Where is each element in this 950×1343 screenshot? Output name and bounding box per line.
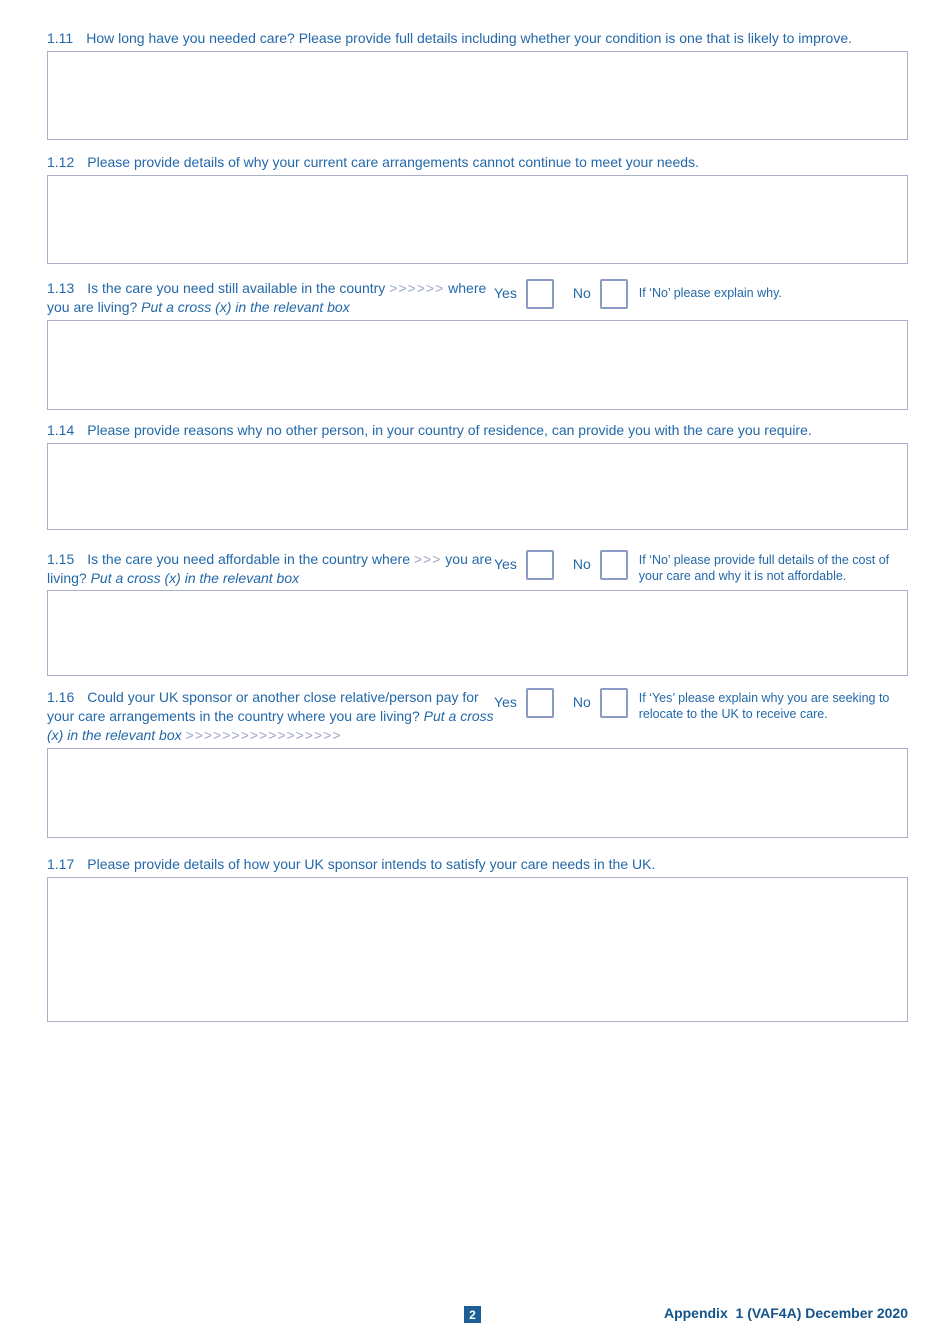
yes-label: Yes (494, 285, 517, 301)
chevrons-decoration: >>>>>>>>>>>>>>>>> (185, 727, 342, 743)
question-note: If ‘No’ please explain why. (638, 286, 782, 300)
question-instruction: Put a cross (x) in the relevant box (47, 708, 494, 743)
question-number: 1.15 (47, 551, 75, 567)
question-text: How long have you needed care? Please provide full details including whether your condition is one that is likely to improve. (86, 30, 852, 46)
yes-no-group-1-13 (494, 279, 908, 309)
answer-box-1-12[interactable] (47, 175, 908, 264)
chevrons-decoration: >>> (413, 551, 442, 567)
question-text: Please provide reasons why no other person, in your country of residence, can provide you with the care you require. (87, 422, 812, 438)
question-1-16-label-wrap (47, 688, 494, 745)
no-checkbox-1-16[interactable] (600, 688, 628, 718)
no-label: No (572, 285, 591, 301)
question-text: Please provide details of how your UK sponsor intends to satisfy your care needs in the UK. (87, 856, 656, 872)
yes-checkbox-1-16[interactable] (526, 688, 554, 718)
yes-no-group-1-15 (494, 550, 908, 584)
question-text: Is the care you need still available in the country (87, 280, 386, 296)
question-note: If ‘No’ please provide full details of the cost of your care and why it is not affordable. (638, 553, 890, 583)
question-instruction: Put a cross (x) in the relevant box (141, 299, 350, 315)
question-number: 1.16 (47, 689, 75, 705)
question-note: If ‘Yes’ please explain why you are seeking to relocate to the UK to receive care. (638, 691, 890, 721)
question-1-14-label (47, 421, 908, 440)
question-text: Is the care you need affordable in the country where (87, 551, 410, 567)
question-1-13-label-wrap (47, 279, 494, 317)
question-1-13-row (47, 279, 908, 317)
question-1-11-label (47, 29, 908, 48)
yes-label: Yes (494, 556, 517, 572)
question-text: Could your UK sponsor or another close relative/person pay for your care arrangements in the country where you are living? (47, 689, 479, 724)
no-checkbox-1-15[interactable] (600, 550, 628, 580)
question-number: 1.11 (47, 30, 74, 46)
footer-edition-text: Appendix 1 (VAF4A) December 2020 (663, 1305, 908, 1321)
no-label: No (572, 694, 591, 710)
answer-box-1-17[interactable] (47, 877, 908, 1022)
answer-box-1-16[interactable] (47, 748, 908, 838)
yes-checkbox-1-13[interactable] (526, 279, 554, 309)
question-1-16-row (47, 688, 908, 745)
question-1-15-row (47, 550, 908, 588)
question-text: you are living? (47, 551, 492, 586)
question-1-15-label-wrap (47, 550, 494, 588)
question-1-13-label (47, 279, 494, 317)
question-instruction: Put a cross (x) in the relevant box (90, 570, 300, 586)
answer-box-1-13[interactable] (47, 320, 908, 410)
question-1-17-label (47, 855, 908, 874)
yes-no-group-1-16 (494, 688, 908, 722)
question-number: 1.17 (47, 856, 75, 872)
page-number-badge: 2 (464, 1306, 481, 1323)
yes-label: Yes (494, 694, 517, 710)
answer-box-1-14[interactable] (47, 443, 908, 530)
answer-box-1-11[interactable] (47, 51, 908, 140)
answer-box-1-15[interactable] (47, 590, 908, 676)
question-text: Please provide details of why your current care arrangements cannot continue to meet your needs. (87, 154, 699, 170)
no-checkbox-1-13[interactable] (600, 279, 628, 309)
question-1-15-label (47, 550, 494, 588)
chevrons-decoration: >>>>>> (389, 280, 445, 296)
no-label: No (572, 556, 591, 572)
question-number: 1.13 (47, 280, 75, 296)
question-number: 1.12 (47, 154, 75, 170)
form-content (47, 0, 908, 1022)
question-1-16-label (47, 688, 494, 745)
question-number: 1.14 (47, 422, 75, 438)
question-1-12-label (47, 153, 908, 172)
question-text: where you are living? (47, 280, 487, 315)
yes-checkbox-1-15[interactable] (526, 550, 554, 580)
